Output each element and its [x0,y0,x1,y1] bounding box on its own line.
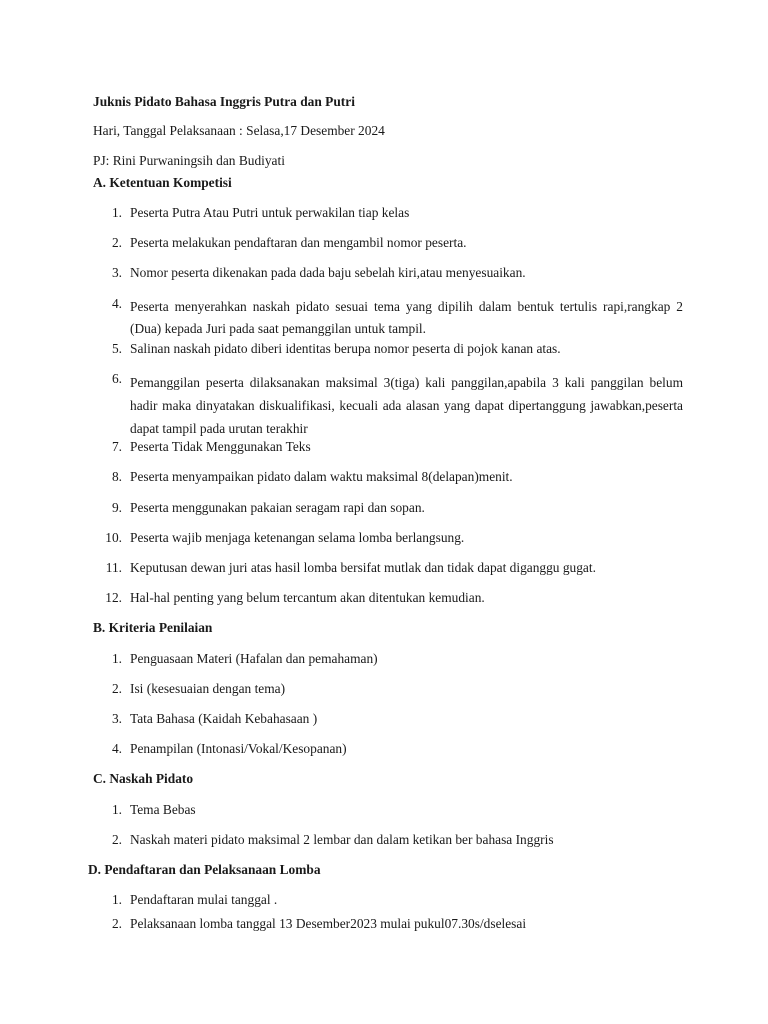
item-number: 11. [105,560,122,575]
item-number: 12. [105,590,122,605]
item-number: 1. [111,205,122,220]
item-number: 1. [111,892,122,907]
item-number: 5. [111,341,122,356]
section-b-heading: B. Kriteria Penilaian [93,620,213,635]
item-number: 2. [111,681,122,696]
item-text: Pendaftaran mulai tanggal . [130,892,278,907]
section-c-heading: C. Naskah Pidato [93,771,194,786]
item-text: Peserta menggunakan pakaian seragam rapi dan sopan. [130,500,425,515]
item-number: 4. [111,741,122,756]
item-number: 3. [111,711,122,726]
item-number: 3. [111,265,122,280]
item-number: 1. [111,802,122,817]
date-line: Hari, Tanggal Pelaksanaan : Selasa,17 Desember 2024 [93,123,385,138]
item-text: Isi (kesesuaian dengan tema) [130,681,286,696]
item-text: Hal-hal penting yang belum tercantum akan ditentukan kemudian. [130,590,485,605]
item-number: 2. [111,916,122,931]
item-text: Nomor peserta dikenakan pada dada baju sebelah kiri,atau menyesuaikan. [130,265,526,280]
item-text: Pelaksanaan lomba tanggal 13 Desember2023 mulai pukul07.30s/dselesai [130,916,527,931]
item-number: 9. [111,500,122,515]
item-text: Penguasaan Materi (Hafalan dan pemahaman) [130,651,378,666]
item-text: Peserta menyerahkan naskah pidato sesuai tema yang dipilih dalam bentuk tertulis rapi,rangkap 2 (Dua) kepada Juri pada saat pemanggilan untuk tampil. [130,299,683,336]
item-number: 8. [111,469,122,484]
item-text: Pemanggilan peserta dilaksanakan maksimal 3(tiga) kali panggilan,apabila 3 kali panggilan belum hadir maka dinyatakan diskualifikasi, kecuali ada alasan yang dapat dipertanggung jawabkan,peserta dapat tampil pada urutan terakhir [130,375,683,436]
item-text: Penampilan (Intonasi/Vokal/Kesopanan) [130,741,347,756]
section-a-heading: A. Ketentuan Kompetisi [93,175,232,190]
item-number: 1. [111,651,122,666]
item-text: Peserta menyampaikan pidato dalam waktu maksimal 8(delapan)menit. [130,469,513,484]
item-text: Tema Bebas [130,802,196,817]
pj-line: PJ: Rini Purwaningsih dan Budiyati [93,153,285,168]
item-text: Peserta Tidak Menggunakan Teks [130,439,311,454]
item-text: Peserta Putra Atau Putri untuk perwakilan tiap kelas [130,205,410,220]
item-text: Peserta wajib menjaga ketenangan selama lomba berlangsung. [130,530,465,545]
item-number: 2. [111,832,122,847]
item-number: 4. [111,296,122,311]
item-number: 6. [111,371,122,386]
item-text: Salinan naskah pidato diberi identitas berupa nomor peserta di pojok kanan atas. [130,341,561,356]
item-number: 10. [105,530,122,545]
item-text: Keputusan dewan juri atas hasil lomba bersifat mutlak dan tidak dapat diganggu gugat. [130,560,596,575]
document-title: Juknis Pidato Bahasa Inggris Putra dan Putri [93,94,355,109]
item-number: 7. [111,439,122,454]
section-d-heading: D. Pendaftaran dan Pelaksanaan Lomba [88,862,321,877]
item-number: 2. [111,235,122,250]
item-text: Peserta melakukan pendaftaran dan mengambil nomor peserta. [130,235,467,250]
item-text: Naskah materi pidato maksimal 2 lembar dan dalam ketikan ber bahasa Inggris [130,832,554,847]
item-text: Tata Bahasa (Kaidah Kebahasaan ) [130,711,318,726]
